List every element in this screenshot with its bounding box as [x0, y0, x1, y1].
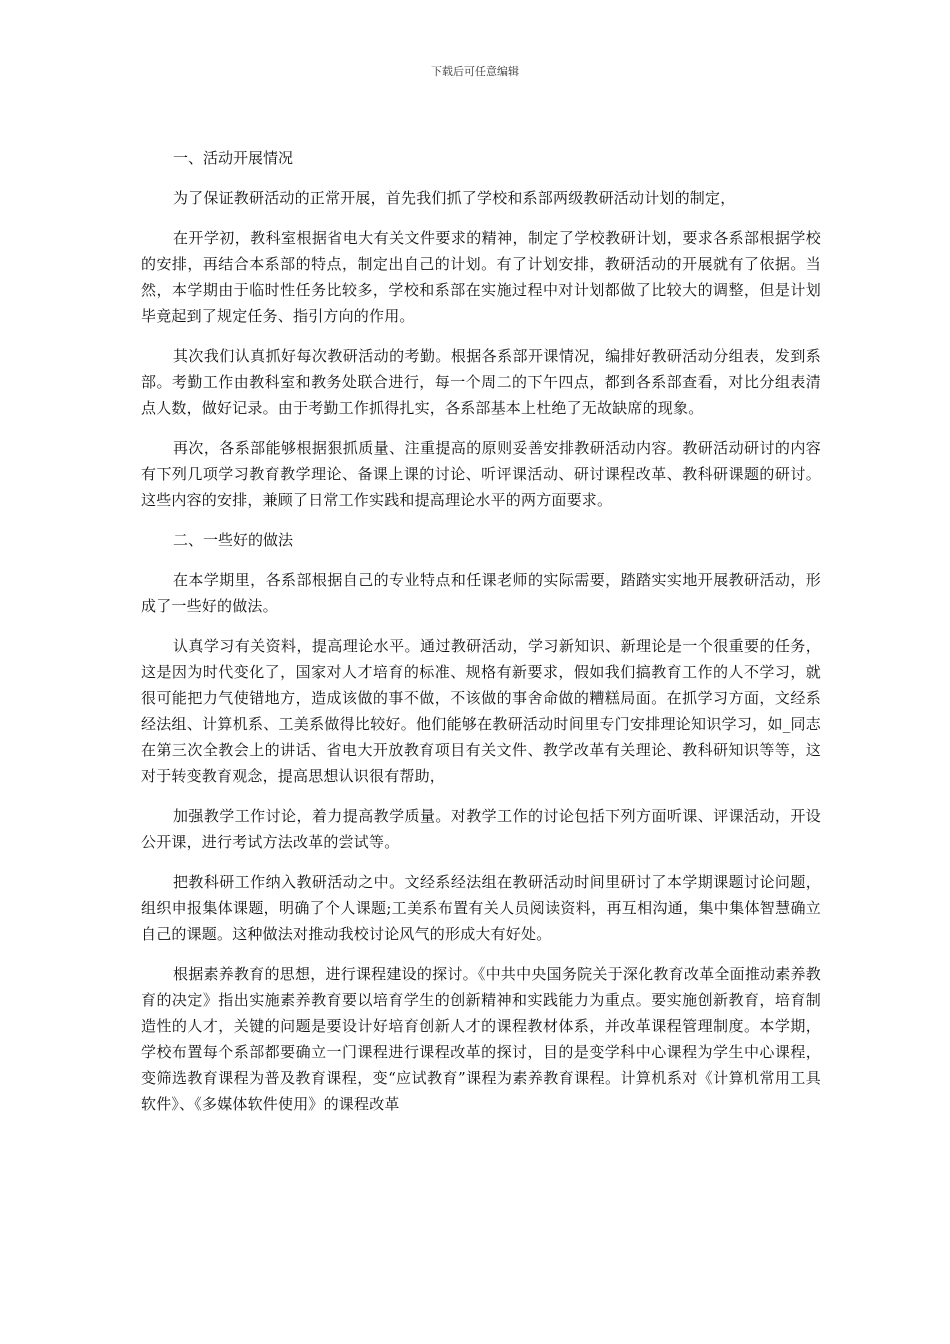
paragraph: 为了保证教研活动的正常开展，首先我们抓了学校和系部两级教研活动计划的制定，	[173, 189, 736, 207]
paragraph: 把教科研工作纳入教研活动之中。文经系经法组在教研活动时间里研讨了本学期课题讨论问题，组织申报集体课题，明确了个人课题;工美系布置有关人员阅读资料，再互相沟通，集中集体智慧确立自己的课题。这种做法对推动我校讨论风气的形成大有好处。	[141, 873, 821, 943]
paragraph: 认真学习有关资料，提高理论水平。通过教研活动，学习新知识、新理论是一个很重要的任务，这是因为时代变化了，国家对人才培育的标准、规格有新要求，假如我们搞教育工作的人不学习，就很可能把力气使错地方，造成该做的事不做，不该做的事舍命做的糟糕局面。在抓学习方面，文经系经法组、计算机系、工美系做得比较好。他们能够在教研活动时间里专门安排理论知识学习，如_同志在第三次全教会上的讲话、省电大开放教育项目有关文件、教学改革有关理论、教科研知识等等，这对于转变教育观念，提高思想认识很有帮助，	[141, 637, 821, 785]
section-heading-2: 二、一些好的做法	[173, 531, 294, 549]
paragraph: 其次我们认真抓好每次教研活动的考勤。根据各系部开课情况，编排好教研活动分组表，发到系部。考勤工作由教科室和教务处联合进行，每一个周二的下午四点，都到各系部查看，对比分组表清点人数，做好记录。由于考勤工作抓得扎实，各系部基本上杜绝了无故缺席的现象。	[141, 347, 821, 417]
paragraph: 加强教学工作讨论，着力提高教学质量。对教学工作的讨论包括下列方面听课、评课活动，开设公开课，进行考试方法改革的尝试等。	[141, 807, 821, 851]
paragraph: 根据素养教育的思想，进行课程建设的探讨。《中共中央国务院关于深化教育改革全面推动素养教育的决定》指出实施素养教育要以培育学生的创新精神和实践能力为重点。要实施创新教育，培育制造性的人才，关键的问题是要设计好培育创新人才的课程教材体系，并改革课程管理制度。本学期，学校布置每个系部都要确立一门课程进行课程改革的探讨，目的是变学科中心课程为学生中心课程，变筛选教育课程为普及教育课程，变“应试教育”课程为素养教育课程。计算机系对《计算机常用工具软件》、《多媒体软件使用》的课程改革	[141, 965, 821, 1113]
paragraph: 在开学初，教科室根据省电大有关文件要求的精神，制定了学校教研计划，要求各系部根据学校的安排，再结合本系部的特点，制定出自己的计划。有了计划安排，教研活动的开展就有了依据。当然，本学期由于临时性任务比较多，学校和系部在实施过程中对计划都做了比较大的调整，但是计划毕竟起到了规定任务、指引方向的作用。	[141, 229, 821, 325]
section-heading-1: 一、活动开展情况	[173, 149, 294, 167]
paragraph: 在本学期里，各系部根据自己的专业特点和任课老师的实际需要，踏踏实实地开展教研活动，形成了一些好的做法。	[141, 571, 821, 615]
paragraph: 再次，各系部能够根据狠抓质量、注重提高的原则妥善安排教研活动内容。教研活动研讨的内容有下列几项学习教育教学理论、备课上课的讨论、听评课活动、研讨课程改革、教科研课题的研讨。这些内容的安排，兼顾了日常工作实践和提高理论水平的两方面要求。	[141, 439, 821, 509]
page-header-note: 下载后可任意编辑	[431, 65, 519, 78]
document-body	[141, 145, 821, 1131]
